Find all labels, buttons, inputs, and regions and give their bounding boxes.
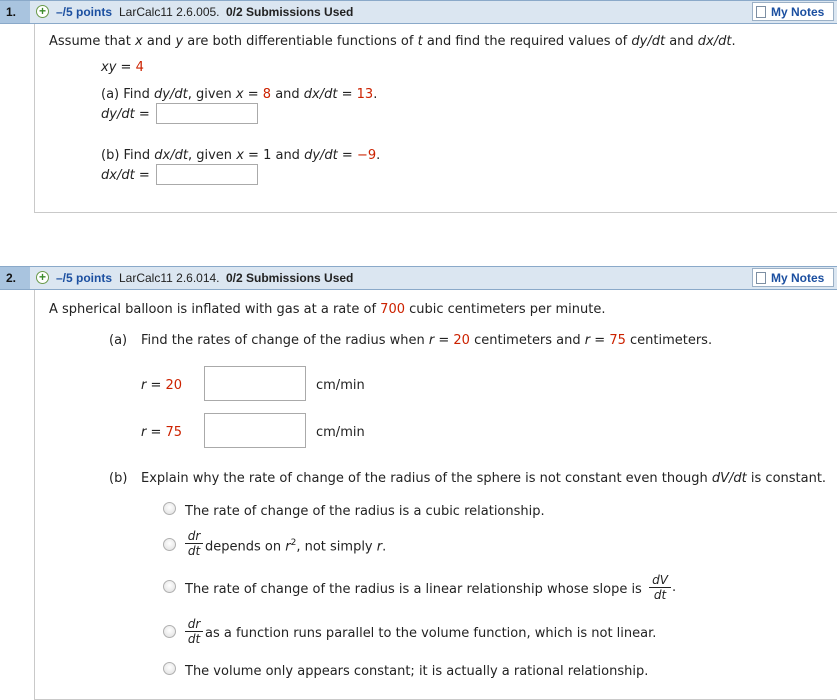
unit-label: cm/min [316, 378, 365, 393]
fraction-dr-dt: $\frac{dr}{dt}$ [185, 529, 203, 558]
question-header [0, 266, 837, 290]
option-radio[interactable] [163, 580, 176, 593]
part-b-tag: (b) [109, 471, 128, 486]
my-notes-button[interactable] [752, 268, 834, 287]
question-code: LarCalc11 2.6.005. [119, 5, 220, 19]
option-label: The rate of change of the radius is a linear relationship whose slope is [185, 582, 642, 597]
question-prompt: Assume that x and y are both differentiable functions of t and find the required values of dy/dt and dx/dt. [49, 34, 736, 49]
my-notes-button[interactable] [752, 2, 834, 21]
option-radio[interactable] [163, 625, 176, 638]
option-radio[interactable] [163, 502, 176, 515]
question-prompt: A spherical balloon is inflated with gas at a rate of 700 cubic centimeters per minute. [49, 302, 606, 317]
part-b-prompt: Explain why the rate of change of the radius of the sphere is not constant even though dV/dt is constant. [141, 471, 827, 486]
part-a-label: dy/dt = [101, 107, 150, 122]
unit-label: cm/min [316, 425, 365, 440]
radius-row-label: r = 75 [141, 425, 183, 440]
option-period: . [672, 580, 677, 595]
note-document-icon [756, 272, 766, 284]
question-body [34, 24, 837, 213]
expand-plus-icon[interactable]: + [36, 5, 49, 18]
fraction-dr-dt: $\frac{dr}{dt}$ [185, 617, 203, 646]
expand-plus-icon[interactable]: + [36, 271, 49, 284]
option-label: The rate of change of the radius is a cubic relationship. [185, 504, 545, 519]
radius-row-label: r = 20 [141, 378, 183, 393]
question-code: LarCalc11 2.6.014. [119, 271, 220, 285]
note-document-icon [756, 6, 766, 18]
part-b-prompt: (b) Find dx/dt, given x = 1 and dy/dt = −9. [101, 148, 381, 163]
dxdt-answer-input[interactable] [156, 164, 258, 185]
fraction-dv-dt: $\frac{dV}{dt}$ [649, 573, 671, 602]
question-header [0, 0, 837, 24]
my-notes-label: My Notes [771, 271, 825, 285]
part-a-prompt: (a) Find dy/dt, given x = 8 and dx/dt = 13. [101, 87, 378, 102]
option-radio[interactable] [163, 662, 176, 675]
my-notes-label: My Notes [771, 5, 825, 19]
submissions-used: 0/2 Submissions Used [226, 271, 354, 285]
rate-answer-input[interactable] [204, 413, 306, 448]
dydt-answer-input[interactable] [156, 103, 258, 124]
option-label: The volume only appears constant; it is actually a rational relationship. [185, 664, 649, 679]
option-radio[interactable] [163, 538, 176, 551]
rate-answer-input[interactable] [204, 366, 306, 401]
part-b-label: dx/dt = [101, 168, 150, 183]
part-a-prompt: Find the rates of change of the radius when r = 20 centimeters and r = 75 centimeters. [141, 333, 713, 348]
option-label: depends on $r^2$, not simply r. [205, 538, 387, 555]
question-number: 2. [6, 271, 17, 285]
submissions-used: 0/2 Submissions Used [226, 5, 354, 19]
points-label: –/5 points [56, 5, 113, 19]
question-number-box [0, 267, 30, 289]
part-a-tag: (a) [109, 333, 128, 348]
question-number: 1. [6, 5, 17, 19]
points-label: –/5 points [56, 271, 113, 285]
option-label: as a function runs parallel to the volume function, which is not linear. [205, 626, 657, 641]
question-number-box [0, 1, 30, 23]
equation: xy = 4 [101, 60, 144, 75]
